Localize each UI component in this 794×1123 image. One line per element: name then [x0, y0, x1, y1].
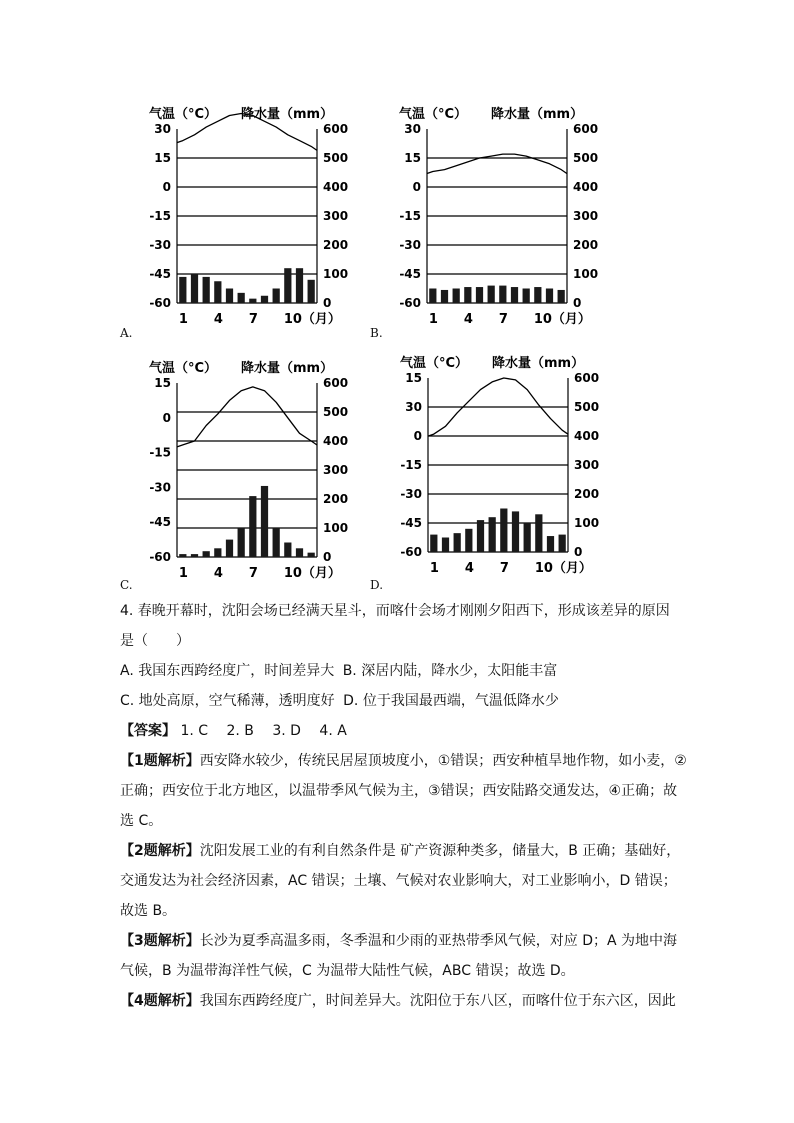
month-tick-label: 7 — [498, 312, 508, 327]
climate-chart-c — [145, 357, 385, 587]
precip-bar — [454, 533, 461, 552]
prec-tick-label: 200 — [573, 238, 599, 252]
precip-bar — [441, 290, 448, 303]
month-tick-label: 7 — [248, 566, 258, 581]
precip-bar — [226, 540, 233, 557]
answer-line — [120, 716, 720, 746]
prec-tick-label: 300 — [323, 209, 349, 223]
temp-tick-label: 15 — [405, 371, 422, 385]
analysis-text: 西安降水较少，传统民居屋顶坡度小，①错误；西安种植旱地作物，如小麦，② — [199, 753, 687, 769]
analysis-2 — [120, 836, 720, 926]
analysis-line: 交通发达为社会经济因素，AC 错误；土壤、气候对农业影响大，对工业影响小，D 错误； — [120, 873, 677, 889]
prec-axis-title: 降水量（mm） — [492, 356, 585, 371]
analysis-4 — [120, 986, 720, 1016]
prec-tick-label: 100 — [323, 521, 349, 535]
temp-tick-label: -30 — [399, 238, 421, 252]
prec-tick-label: 100 — [323, 267, 349, 281]
temp-tick-label: 15 — [404, 151, 421, 165]
prec-tick-label: 400 — [573, 180, 599, 194]
precip-bar — [203, 277, 210, 303]
temp-tick-label: 30 — [154, 122, 171, 136]
prec-tick-label: 100 — [573, 267, 599, 281]
precip-bar — [464, 287, 471, 303]
temp-tick-label: -15 — [399, 209, 421, 223]
temp-tick-label: -15 — [400, 458, 422, 472]
prec-axis-title: 降水量（mm） — [241, 107, 334, 122]
temperature-line — [427, 154, 567, 174]
prec-tick-label: 200 — [323, 238, 349, 252]
precip-bar — [489, 517, 496, 552]
temp-tick-label: -60 — [149, 296, 171, 310]
month-tick-label: 10（月） — [534, 561, 592, 576]
prec-tick-label: 500 — [323, 405, 349, 419]
precip-bar — [523, 289, 530, 304]
climate-chart-svg — [396, 352, 636, 580]
prec-tick-label: 100 — [574, 516, 600, 530]
temp-tick-label: -15 — [149, 209, 171, 223]
prec-tick-label: 200 — [323, 492, 349, 506]
analysis-3 — [120, 926, 720, 986]
q4-stem-line2: 是（ ） — [120, 633, 190, 649]
climate-chart-svg — [145, 103, 385, 331]
temp-tick-label: -45 — [149, 267, 171, 281]
analysis-line — [120, 746, 720, 776]
temp-axis-title: 气温（°C） — [149, 361, 218, 376]
analysis-text: 长沙为夏季高温多雨，冬季温和少雨的亚热带季风气候，对应 D；A 为地中海 — [199, 933, 678, 949]
precip-bar — [442, 538, 449, 553]
temp-tick-label: 0 — [162, 180, 171, 194]
precip-bar — [179, 277, 186, 303]
q4-option-a: A. 我国东西跨经度广，时间差异大 — [120, 663, 335, 679]
precip-bar — [524, 523, 531, 552]
precip-bar — [547, 536, 554, 552]
answer-item: 4. A — [319, 723, 347, 739]
prec-tick-label: 0 — [573, 296, 582, 310]
precip-bar — [453, 289, 460, 304]
precip-bar — [261, 296, 268, 303]
precip-bar — [249, 496, 256, 557]
prec-tick-label: 500 — [574, 400, 600, 414]
month-tick-label: 4 — [213, 312, 223, 327]
precip-bar — [546, 289, 553, 304]
prec-tick-label: 0 — [323, 550, 332, 564]
precip-bar — [488, 286, 495, 303]
precip-bar — [558, 290, 565, 303]
temp-tick-label: -45 — [399, 267, 421, 281]
question-and-analysis — [120, 596, 720, 1016]
answer-item: 2. B — [226, 723, 254, 739]
prec-tick-label: 0 — [323, 296, 332, 310]
precip-bar — [308, 280, 315, 303]
precip-bar — [430, 535, 437, 552]
temp-tick-label: 30 — [404, 122, 421, 136]
precip-bar — [499, 286, 506, 303]
prec-axis-title: 降水量（mm） — [241, 361, 334, 376]
q4-option-c: C. 地处高原，空气稀薄，透明度好 — [120, 693, 335, 709]
prec-tick-label: 300 — [574, 458, 600, 472]
precip-bar — [273, 528, 280, 557]
temp-axis-title: 气温（°C） — [149, 107, 218, 122]
analysis-line: 选 C。 — [120, 813, 163, 829]
temp-tick-label: 0 — [413, 429, 422, 443]
answer-label: 【答案】 — [120, 723, 176, 739]
precip-bar — [296, 268, 303, 303]
q4-options-row2 — [120, 686, 720, 716]
month-tick-label: 7 — [499, 561, 509, 576]
temp-tick-label: -30 — [149, 480, 171, 495]
temp-tick-label: -45 — [400, 516, 422, 530]
climate-chart-b — [395, 103, 635, 328]
precip-bar — [559, 535, 566, 552]
analysis-line: 故选 B。 — [120, 903, 177, 919]
precip-bar — [238, 293, 245, 303]
temp-tick-label: 15 — [154, 151, 171, 165]
climate-chart-a — [145, 103, 385, 328]
q4-option-d: D. 位于我国最西端，气温低降水少 — [343, 693, 559, 709]
prec-tick-label: 200 — [574, 487, 600, 501]
answer-item: 1. C — [180, 723, 209, 739]
precip-bar — [535, 514, 542, 552]
prec-tick-label: 300 — [573, 209, 599, 223]
month-tick-label: 1 — [178, 312, 188, 327]
prec-tick-label: 0 — [574, 545, 583, 559]
precip-bar — [179, 554, 186, 557]
prec-tick-label: 500 — [573, 151, 599, 165]
month-tick-label: 1 — [428, 312, 438, 327]
temperature-line — [177, 387, 317, 447]
climate-chart-svg — [145, 357, 385, 585]
temp-tick-label: 30 — [405, 400, 422, 414]
month-tick-label: 10（月） — [283, 566, 341, 581]
prec-tick-label: 600 — [323, 376, 349, 390]
month-tick-label: 1 — [429, 561, 439, 576]
analysis-label: 【4题解析】 — [120, 993, 200, 1009]
prec-axis-title: 降水量（mm） — [491, 107, 584, 122]
prec-tick-label: 400 — [323, 180, 349, 194]
precip-bar — [191, 554, 198, 557]
temp-tick-label: -15 — [149, 445, 171, 460]
month-tick-label: 10（月） — [533, 312, 591, 327]
precip-bar — [512, 511, 519, 552]
precip-bar — [476, 287, 483, 303]
analysis-line — [120, 986, 720, 1016]
month-tick-label: 4 — [463, 312, 473, 327]
precip-bar — [429, 289, 436, 304]
temp-tick-label: -45 — [149, 515, 171, 530]
option-letter-b: B. — [370, 326, 383, 340]
precip-bar — [273, 289, 280, 304]
precip-bar — [511, 287, 518, 303]
analysis-line — [120, 926, 720, 956]
precip-bar — [534, 287, 541, 303]
precip-bar — [249, 299, 256, 303]
prec-tick-label: 400 — [574, 429, 600, 443]
precip-bar — [296, 548, 303, 557]
precip-bar — [226, 289, 233, 304]
precip-bar — [214, 281, 221, 303]
climate-chart-svg — [395, 103, 635, 331]
analysis-line: 气候，B 为温带海洋性气候，C 为温带大陆性气候，ABC 错误；故选 D。 — [120, 963, 575, 979]
precip-bar — [203, 551, 210, 557]
option-letter-a: A. — [120, 326, 133, 340]
month-tick-label: 4 — [213, 566, 223, 581]
precip-bar — [308, 553, 315, 557]
month-tick-label: 7 — [248, 312, 258, 327]
analysis-line — [120, 836, 720, 866]
precip-bar — [500, 509, 507, 553]
analysis-label: 【3题解析】 — [120, 933, 200, 949]
temp-tick-label: -60 — [400, 545, 422, 559]
precip-bar — [214, 548, 221, 557]
precip-bar — [284, 268, 291, 303]
option-letter-c: C. — [120, 578, 133, 592]
climate-chart-d — [396, 352, 636, 582]
precip-bar — [477, 520, 484, 552]
q4-options-row1 — [120, 656, 720, 686]
temp-tick-label: -30 — [400, 487, 422, 501]
temp-tick-label: 0 — [412, 180, 421, 194]
month-tick-label: 4 — [464, 561, 474, 576]
prec-tick-label: 300 — [323, 463, 349, 477]
analysis-text: 我国东西跨经度广，时间差异大。沈阳位于东八区，而喀什位于东六区，因此 — [199, 993, 676, 1009]
prec-tick-label: 500 — [323, 151, 349, 165]
precip-bar — [284, 543, 291, 558]
precip-bar — [238, 528, 245, 557]
temp-tick-label: 15 — [154, 376, 171, 390]
analysis-label: 【1题解析】 — [120, 753, 200, 769]
option-letter-d: D. — [370, 578, 384, 592]
precip-bar — [191, 274, 198, 303]
prec-tick-label: 600 — [573, 122, 599, 136]
month-tick-label: 10（月） — [283, 312, 341, 327]
q4-option-b: B. 深居内陆，降水少，太阳能丰富 — [342, 663, 558, 679]
q4-stem-line1: 4. 春晚开幕时，沈阳会场已经满天星斗，而喀什会场才刚刚夕阳西下，形成该差异的原因 — [120, 603, 670, 619]
answer-item: 3. D — [272, 723, 301, 739]
analysis-label: 【2题解析】 — [120, 843, 200, 859]
prec-tick-label: 600 — [323, 122, 349, 136]
temp-axis-title: 气温（°C） — [400, 356, 469, 371]
analysis-1 — [120, 746, 720, 836]
temp-axis-title: 气温（°C） — [399, 107, 468, 122]
prec-tick-label: 400 — [323, 434, 349, 448]
precip-bar — [261, 486, 268, 557]
prec-tick-label: 600 — [574, 371, 600, 385]
analysis-line: 正确；西安位于北方地区，以温带季风气候为主，③错误；西安陆路交通发达，④正确；故 — [120, 783, 678, 799]
month-tick-label: 1 — [178, 566, 188, 581]
analysis-text: 沈阳发展工业的有利自然条件是 矿产资源种类多，储量大，B 正确；基础好， — [199, 843, 681, 859]
temp-tick-label: -60 — [149, 550, 171, 564]
precip-bar — [465, 529, 472, 552]
temp-tick-label: -30 — [149, 238, 171, 252]
temp-tick-label: -60 — [399, 296, 421, 310]
temp-tick-label: 0 — [162, 410, 171, 425]
